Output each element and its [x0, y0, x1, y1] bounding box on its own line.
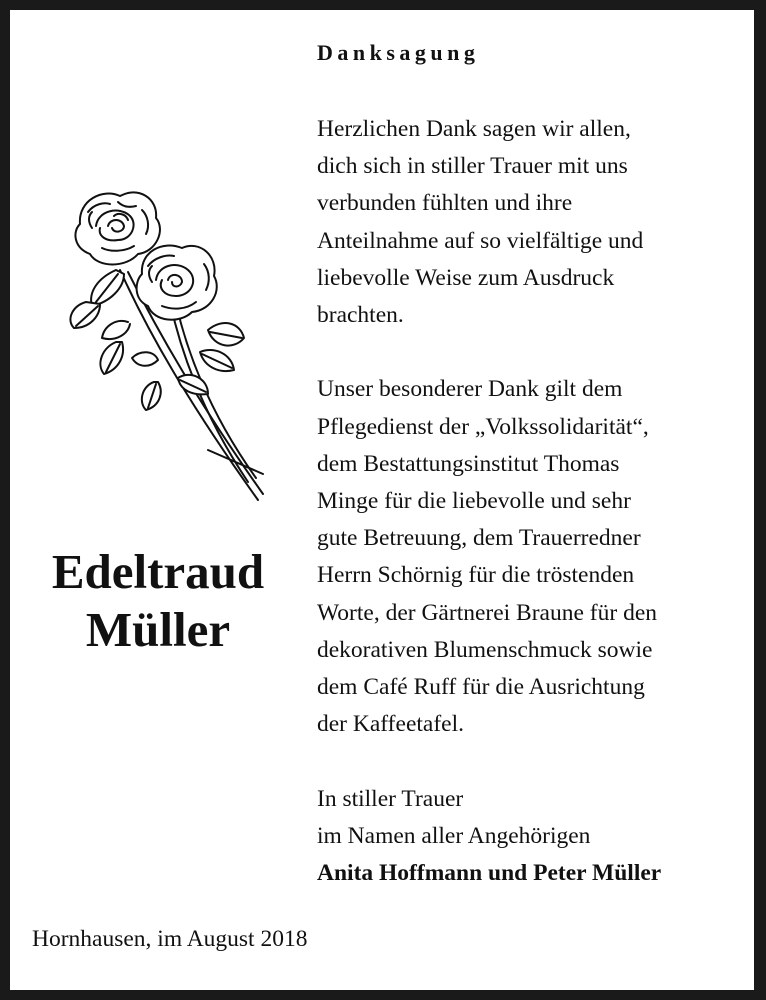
- paragraph-1-line: Anteilnahme auf so vielfältige und: [317, 227, 644, 254]
- paragraph-2-line: Minge für die liebevolle und sehr: [317, 488, 631, 515]
- roses-icon: [58, 182, 278, 512]
- place-date: Hornhausen, im August 2018: [32, 926, 308, 952]
- paragraph-2-line: der Kaffeetafel.: [317, 711, 464, 738]
- paragraph-1-line: verbunden fühlten und ihre: [317, 190, 573, 217]
- paragraph-gap: [317, 743, 747, 780]
- paragraph-2-line: Worte, der Gärtnerei Braune für den: [317, 599, 658, 626]
- heading: Danksagung: [317, 40, 480, 65]
- obituary-card: [10, 10, 754, 990]
- closing-line: In stiller Trauer: [317, 785, 464, 812]
- paragraph-1-line: dich sich in stiller Trauer mit uns: [317, 153, 628, 180]
- signatories: Anita Hoffmann und Peter Müller: [317, 860, 662, 887]
- paragraph-1-line: liebevolle Weise zum Ausdruck: [317, 264, 615, 291]
- deceased-name: [20, 543, 296, 659]
- paragraph-2-line: dekorativen Blumenschmuck sowie: [317, 636, 653, 663]
- paragraph-1-line: brachten.: [317, 302, 404, 329]
- paragraph-2-line: dem Bestattungsinstitut Thomas: [317, 450, 620, 477]
- paragraph-gap: [317, 334, 747, 371]
- paragraph-2-line: Herrn Schörnig für die tröstenden: [317, 562, 635, 589]
- closing-line: im Namen aller Angehörigen: [317, 822, 591, 849]
- paragraph-2-line: dem Café Ruff für die Ausrichtung: [317, 674, 645, 701]
- paragraph-1-line: Herzlichen Dank sagen wir allen,: [317, 116, 631, 142]
- message-body: [317, 111, 747, 892]
- paragraph-2-line: gute Betreuung, dem Trauerredner: [317, 525, 641, 552]
- last-name: Müller: [85, 602, 231, 657]
- paragraph-2-line: Unser besonderer Dank gilt dem: [317, 376, 623, 403]
- first-name: Edeltraud: [51, 544, 265, 599]
- paragraph-2-line: Pflegedienst der „Volkssolidarität“,: [317, 413, 649, 440]
